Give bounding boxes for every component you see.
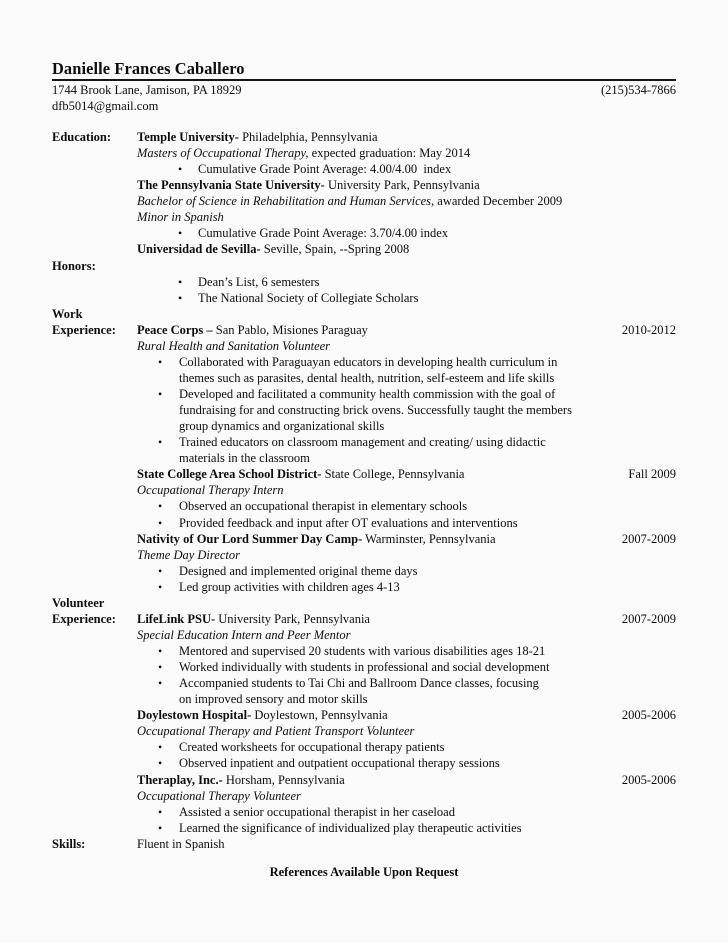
entry-title-row [137, 466, 676, 482]
bullet-text [179, 643, 676, 659]
entry-role-row [137, 547, 676, 563]
entry-role-row [137, 788, 676, 804]
section-content [137, 306, 676, 595]
bullet-text [179, 515, 676, 531]
section-label-column [52, 836, 137, 852]
entry-location: Doylestown, Pennsylvania [251, 708, 388, 723]
bullet-icon: • [158, 499, 163, 514]
bullet-line: Accompanied students to Tai Chi and Ballroom Dance classes, focusing [179, 676, 539, 691]
entry-title-row [137, 241, 676, 257]
bullet-line: The National Society of Collegiate Scholars [198, 290, 419, 305]
section-education [52, 129, 676, 258]
bullet-icon: • [178, 226, 183, 241]
section-honors [52, 258, 676, 306]
bullet-text [179, 354, 676, 386]
entry-role-row [137, 145, 676, 161]
bullet-text [179, 820, 676, 836]
entry-organization: Temple University- [137, 130, 239, 144]
section-label: Honors: [52, 258, 96, 273]
bullet-item [137, 290, 676, 306]
bullet-line: themes such as parasites, dental health, nutrition, self-esteem and life skills [179, 370, 555, 385]
entry-location: Horsham, Pennsylvania [222, 772, 345, 787]
entry-date: 2005-2006 [621, 708, 676, 723]
bullet-icon: • [158, 515, 163, 530]
entry-role-row [137, 338, 676, 354]
entry-title [137, 466, 464, 482]
section-label-column [52, 129, 137, 145]
bullet-item [137, 386, 676, 434]
bullet-icon: • [158, 804, 163, 819]
entry-role-row [137, 193, 676, 209]
bullet-text [198, 290, 676, 306]
section-content [137, 595, 676, 836]
entry-date: Fall 2009 [628, 467, 676, 482]
entry-location: University Park, Pennsylvania [215, 611, 370, 626]
entry-location: San Pablo, Misiones Paraguay [212, 322, 368, 337]
section-label: Experience: [52, 322, 116, 337]
bullet-text [179, 739, 676, 755]
section-work-experience [52, 306, 676, 595]
bullet-icon: • [178, 274, 183, 289]
entry-role-row [137, 627, 676, 643]
entry-location: Seville, Spain, --Spring 2008 [260, 242, 410, 257]
entry-organization: Theraplay, Inc.- [137, 772, 223, 787]
bullet-line: Collaborated with Paraguayan educators in developing health curriculum in [179, 354, 558, 369]
bullet-line: on improved sensory and motor skills [179, 692, 368, 707]
bullet-line: Assisted a senior occupational therapist in her caseload [179, 804, 455, 819]
entry-role-italic: Occupational Therapy Volunteer [137, 788, 301, 803]
bullet-item [137, 434, 676, 466]
bullet-icon: • [158, 387, 163, 401]
section-label: Volunteer [52, 595, 105, 610]
bullet-line: Dean’s List, 6 semesters [198, 274, 320, 289]
entry-title-row [137, 707, 676, 723]
email-text: dfb5014@gmail.com [52, 98, 159, 113]
bullet-icon: • [158, 660, 163, 675]
entry-role-row [137, 723, 676, 739]
entry-title [137, 241, 409, 257]
entry-location: Philadelphia, Pennsylvania [238, 130, 378, 144]
entry-title [137, 129, 378, 145]
bullet-line: Created worksheets for occupational therapy patients [179, 740, 445, 755]
bullet-item [137, 579, 676, 595]
entry-title [137, 322, 368, 338]
entry-role-detail: expected graduation: May 2014 [308, 146, 471, 161]
entry-title [137, 531, 496, 547]
entry-role-italic: Occupational Therapy and Patient Transport Volunteer [137, 724, 415, 739]
section-label: Skills: [52, 836, 86, 851]
bullet-item [137, 659, 676, 675]
bullet-icon: • [158, 740, 163, 755]
bullet-item [137, 755, 676, 771]
bullet-text [198, 274, 676, 290]
bullet-item [137, 739, 676, 755]
bullet-line: Mentored and supervised 20 students with various disabilities ages 18-21 [179, 644, 546, 658]
resume-body [52, 129, 676, 852]
bullet-icon: • [158, 820, 163, 835]
bullet-text [179, 755, 676, 771]
bullet-item [137, 498, 676, 514]
bullet-text [179, 498, 676, 514]
entry-role-italic: Rural Health and Sanitation Volunteer [137, 338, 331, 353]
entry-role-italic: Theme Day Director [137, 547, 240, 562]
entry-role-row [137, 482, 676, 498]
bullet-icon: • [158, 676, 163, 691]
bullet-item [137, 643, 676, 659]
entry-date: 2010-2012 [621, 322, 676, 337]
bullet-text [179, 386, 676, 434]
section-label: Experience: [52, 611, 116, 626]
bullet-icon: • [178, 290, 183, 305]
bullet-text [179, 563, 676, 579]
bullet-icon: • [158, 579, 163, 594]
entry-organization: The Pennsylvania State University- [137, 178, 325, 193]
entry-organization: LifeLink PSU- [137, 611, 216, 626]
entry-title [137, 177, 480, 193]
bullet-item [137, 515, 676, 531]
entry-title-row [137, 531, 676, 547]
entry-role-italic: Occupational Therapy Intern [137, 483, 284, 498]
bullet-line: Developed and facilitated a community health commission with the goal of [179, 387, 556, 401]
bullet-line: Cumulative Grade Point Average: 4.00/4.00 index [198, 162, 452, 177]
entry-title [137, 772, 345, 788]
bullet-icon: • [158, 644, 163, 658]
section-volunteer-experience [52, 595, 676, 836]
bullet-line: Designed and implemented original theme days [179, 563, 418, 578]
bullet-item [137, 820, 676, 836]
entry-title-row [137, 772, 676, 788]
section-label-column [52, 595, 137, 627]
entry-organization: Doylestown Hospital- [137, 708, 252, 723]
entry-date: 2005-2006 [621, 772, 676, 787]
entry-role-row [137, 209, 676, 225]
bullet-icon: • [158, 756, 163, 771]
entry-role-italic: Minor in Spanish [137, 210, 224, 225]
bullet-item [137, 354, 676, 386]
resume-footer [52, 864, 676, 880]
entry-location: University Park, Pennsylvania [324, 178, 480, 193]
bullet-line: Learned the significance of individualized play therapeutic activities [179, 820, 522, 835]
entry-title-row [137, 129, 676, 145]
bullet-line: Observed an occupational therapist in elementary schools [179, 499, 468, 514]
bullet-line: Trained educators on classroom management and creating/ using didactic [179, 435, 546, 450]
bullet-item [137, 675, 676, 707]
bullet-line: group dynamics and organizational skills [179, 419, 385, 434]
bullet-text [198, 161, 676, 177]
bullet-text [198, 225, 676, 241]
bullet-item [137, 804, 676, 820]
entry-organization: State College Area School District- [137, 467, 322, 482]
entry-organization: Universidad de Sevilla- [137, 242, 261, 257]
bullet-line: Cumulative Grade Point Average: 3.70/4.00 index [198, 226, 449, 241]
section-label-column [52, 258, 137, 274]
entry-role-italic: Masters of Occupational Therapy, [137, 146, 309, 161]
bullet-line: materials in the classroom [179, 451, 310, 466]
bullet-line: Provided feedback and input after OT evaluations and interventions [179, 515, 518, 530]
section-label: Education: [52, 130, 112, 144]
entry-title [137, 611, 370, 627]
bullet-item [137, 563, 676, 579]
entry-title [137, 707, 388, 723]
bullet-text [179, 659, 676, 675]
entry-role-detail: awarded December 2009 [434, 194, 563, 209]
bullet-text [179, 579, 676, 595]
bullet-text [179, 675, 676, 707]
section-label: Work [52, 306, 83, 321]
skills-text: Fluent in Spanish [137, 836, 225, 851]
entry-title-row [137, 322, 676, 338]
entry-role-italic: Bachelor of Science in Rehabilitation and Human Services, [137, 194, 435, 209]
bullet-line: fundraising for and constructing brick ovens. Successfully taught the members [179, 403, 572, 418]
entry-location: State College, Pennsylvania [321, 467, 465, 482]
references-note: References Available Upon Request [269, 864, 459, 879]
bullet-line: Worked individually with students in professional and social development [179, 660, 550, 675]
bullet-item [137, 225, 676, 241]
section-content [137, 129, 676, 258]
resume-header [52, 59, 676, 114]
bullet-text [179, 804, 676, 820]
section-skills [52, 836, 676, 852]
entry-title-row [137, 177, 676, 193]
person-name: Danielle Frances Caballero [52, 59, 245, 78]
entry-organization: Peace Corps – [137, 322, 213, 337]
entry-location: Warminster, Pennsylvania [362, 531, 496, 546]
bullet-line: Observed inpatient and outpatient occupational therapy sessions [179, 756, 500, 771]
bullet-icon: • [158, 563, 163, 578]
bullet-icon: • [158, 435, 163, 450]
bullet-icon: • [178, 162, 183, 177]
contact-row [52, 83, 676, 99]
entry-organization: Nativity of Our Lord Summer Day Camp- [137, 531, 363, 546]
entry-date: 2007-2009 [621, 611, 676, 626]
bullet-text [179, 434, 676, 466]
bullet-line: Led group activities with children ages 4-13 [179, 579, 400, 594]
entry-title-row [137, 611, 676, 627]
entry-role-italic: Special Education Intern and Peer Mentor [137, 627, 351, 642]
section-content [137, 258, 676, 306]
entry-date: 2007-2009 [621, 531, 676, 546]
address-text: 1744 Brook Lane, Jamison, PA 18929 [52, 83, 242, 97]
bullet-item [137, 274, 676, 290]
phone-text: (215)534-7866 [601, 83, 676, 97]
section-label-column [52, 306, 137, 338]
section-content [137, 836, 676, 852]
bullet-icon: • [158, 354, 163, 369]
bullet-item [137, 161, 676, 177]
header-divider-line [52, 79, 676, 81]
